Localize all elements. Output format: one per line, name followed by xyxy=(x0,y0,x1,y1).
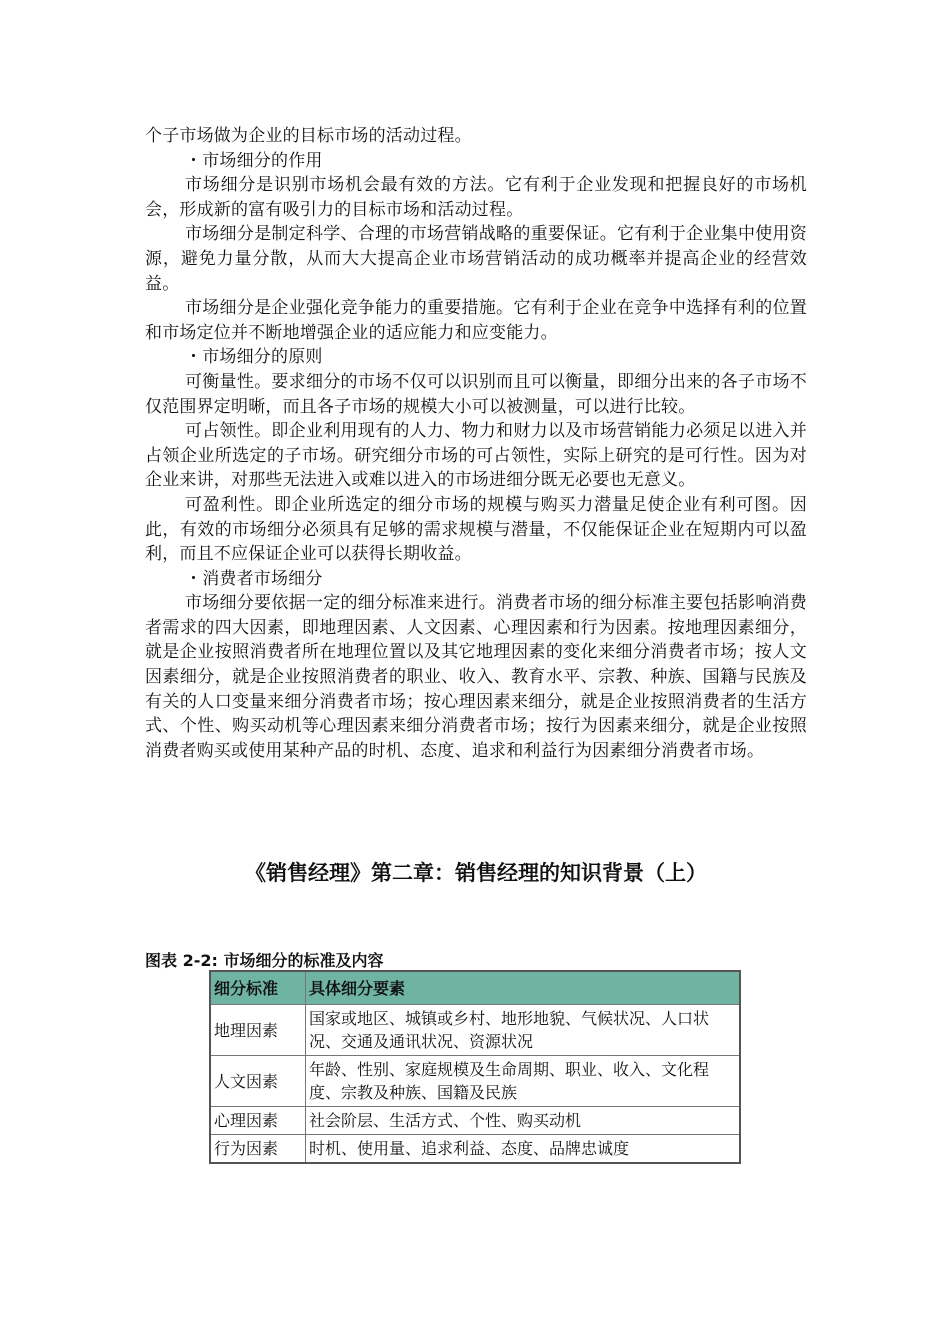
header-cell: 具体细分要素 xyxy=(306,971,741,1005)
paragraph: 个子市场做为企业的目标市场的活动过程。 xyxy=(145,126,472,146)
body-text xyxy=(145,124,807,763)
table-cell: 行为因素 xyxy=(210,1135,306,1164)
table-row xyxy=(210,1135,740,1164)
table-row xyxy=(210,1005,740,1056)
header-cell: 细分标准 xyxy=(210,971,306,1005)
section-heading-role: ・市场细分的作用 xyxy=(185,150,323,171)
table-cell: 地理因素 xyxy=(210,1005,306,1056)
paragraph: 市场细分是企业强化竞争能力的重要措施。它有利于企业在竞争中选择有利的位置和市场定位并不断地增强企业的适应能力和应变能力。 xyxy=(145,298,807,343)
table-header-row xyxy=(210,971,740,1005)
table-row xyxy=(210,1107,740,1135)
table-cell: 时机、使用量、追求利益、态度、品牌忠诚度 xyxy=(306,1135,741,1164)
segmentation-table xyxy=(209,970,741,1164)
table-cell: 年龄、性别、家庭规模及生命周期、职业、收入、文化程度、宗教及种族、国籍及民族 xyxy=(306,1056,741,1107)
paragraph: 市场细分是识别市场机会最有效的方法。它有利于企业发现和把握良好的市场机会，形成新的富有吸引力的目标市场和活动过程。 xyxy=(145,175,807,220)
paragraph: 可衡量性。要求细分的市场不仅可以识别而且可以衡量，即细分出来的各子市场不仅范围界定明晰，而且各子市场的规模大小可以被测量，可以进行比较。 xyxy=(145,371,807,417)
table-row xyxy=(210,1056,740,1107)
section-heading-consumer: ・消费者市场细分 xyxy=(185,568,323,589)
paragraph: 可盈利性。即企业所选定的细分市场的规模与购买力潜量足使企业有利可图。因此，有效的市场细分必须具有足够的需求规模与潜量，不仅能保证企业在短期内可以盈利，而且不应保证企业可以获得长期收益。 xyxy=(145,494,807,565)
table-cell: 国家或地区、城镇或乡村、地形地貌、气候状况、人口状况、交通及通讯状况、资源状况 xyxy=(306,1005,741,1056)
table-cell: 心理因素 xyxy=(210,1107,306,1135)
paragraph: 市场细分是制定科学、合理的市场营销战略的重要保证。它有利于企业集中使用资源，避免力量分散，从而大大提高企业市场营销活动的成功概率并提高企业的经营效益。 xyxy=(145,224,807,294)
paragraph: 市场细分要依据一定的细分标准来进行。消费者市场的细分标准主要包括影响消费者需求的四大因素，即地理因素、人文因素、心理因素和行为因素。按地理因素细分，就是企业按照消费者所在地理位置以及其它地理因素的变化来细分消费者市场；按人文因素细分，就是企业按照消费者的职业、收入、教育水平、宗教、种族、国籍与民族及有关的人口变量来细分消费者市场；按心理因素来细分，就是企业按照消费者的生活方式、个性、购买动机等心理因素来细分消费者市场；按行为因素来细分，就是企业按照消费者购买或使用某种产品的时机、态度、追求和利益行为因素细分消费者市场。 xyxy=(145,593,807,761)
table-cell: 人文因素 xyxy=(210,1056,306,1107)
paragraph: 可占领性。即企业利用现有的人力、物力和财力以及市场营销能力必须足以进入并占领企业所选定的子市场。研究细分市场的可占领性，实际上研究的是可行性。因为对企业来讲，对那些无法进入或难以进入的市场进细分既无必要也无意义。 xyxy=(145,421,807,491)
table-cell: 社会阶层、生活方式、个性、购买动机 xyxy=(306,1107,741,1135)
chapter-title: 《销售经理》第二章：销售经理的知识背景（上） xyxy=(245,861,707,885)
table-caption: 图表 2-2: 市场细分的标准及内容 xyxy=(145,951,384,970)
section-heading-principles: ・市场细分的原则 xyxy=(185,347,323,368)
